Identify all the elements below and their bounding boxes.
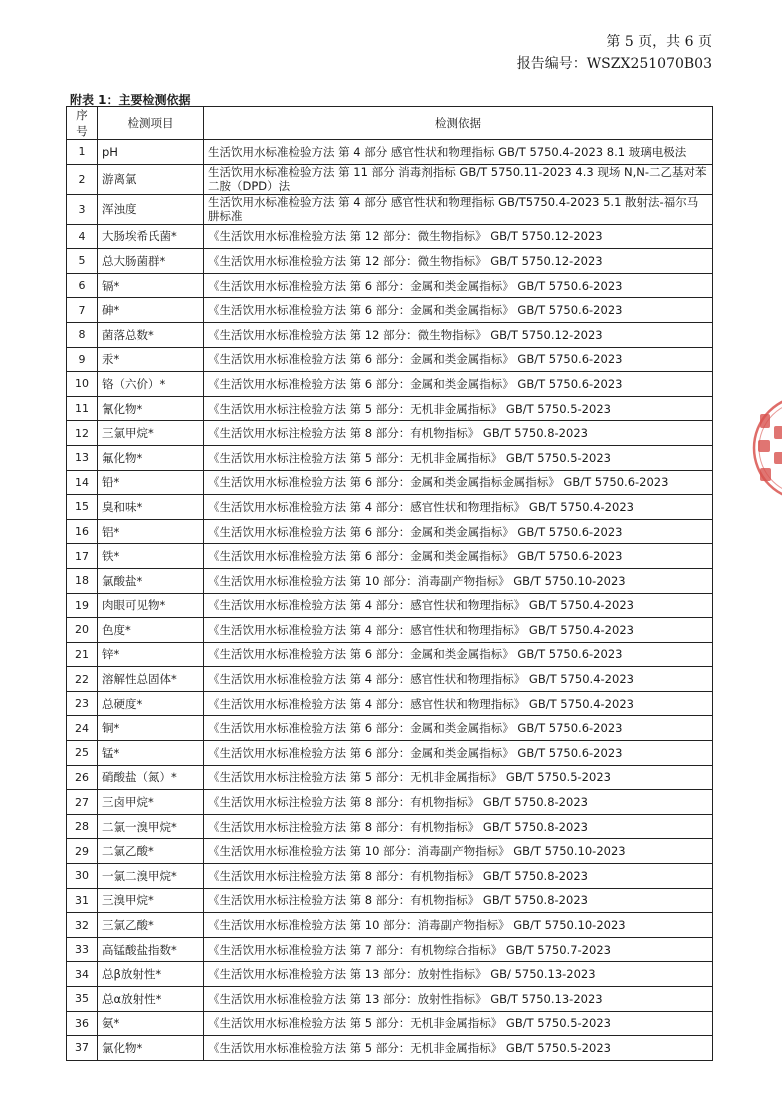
table-row	[67, 864, 713, 889]
table-row	[67, 347, 713, 372]
table-row	[67, 495, 713, 520]
test-basis-cell: 《生活饮用水标准检验方法 第 12 部分：微生物指标》 GB/T 5750.12-2023	[204, 224, 713, 249]
row-number-cell: 35	[67, 987, 98, 1012]
row-number-cell: 12	[67, 421, 98, 446]
table-row	[67, 249, 713, 274]
test-basis-cell: 《生活饮用水标准检验方法 第 7 部分：有机物综合指标》 GB/T 5750.7-2023	[204, 937, 713, 962]
test-basis-cell: 《生活饮用水标注检验方法 第 8 部分：有机物指标》 GB/T 5750.8-2023	[204, 790, 713, 815]
test-basis-cell: 生活饮用水标准检验方法 第 4 部分 感官性状和物理指标 GB/T 5750.4-2023 8.1 玻璃电极法	[204, 140, 713, 165]
table-row	[67, 987, 713, 1012]
test-item-cell: 锰*	[98, 741, 204, 766]
table-row	[67, 372, 713, 397]
table-row	[67, 298, 713, 323]
row-number-cell: 26	[67, 765, 98, 790]
test-basis-cell: 《生活饮用水标准检验方法 第 13 部分：放射性指标》 GB/ 5750.13-2023	[204, 962, 713, 987]
test-item-cell: 铬（六价）*	[98, 372, 204, 397]
test-basis-cell: 《生活饮用水标注检验方法 第 5 部分：无机非金属指标》 GB/T 5750.5-2023	[204, 396, 713, 421]
row-number-cell: 20	[67, 618, 98, 643]
table-row	[67, 1036, 713, 1061]
table-row	[67, 691, 713, 716]
table-row	[67, 1011, 713, 1036]
test-item-cell: 游离氯	[98, 164, 204, 194]
header-item: 检测项目	[98, 107, 204, 140]
test-item-cell: 汞*	[98, 347, 204, 372]
test-item-cell: 二氯乙酸*	[98, 839, 204, 864]
row-number-cell: 7	[67, 298, 98, 323]
table-caption: 附表 1：主要检测依据	[70, 93, 191, 107]
table-row	[67, 642, 713, 667]
test-item-cell: 总大肠菌群*	[98, 249, 204, 274]
test-item-cell: 铁*	[98, 544, 204, 569]
table-row	[67, 421, 713, 446]
row-number-cell: 6	[67, 273, 98, 298]
test-item-cell: 氯化物*	[98, 1036, 204, 1061]
test-basis-cell: 《生活饮用水标准检验方法 第 10 部分：消毒副产物指标》 GB/T 5750.10-2023	[204, 913, 713, 938]
test-item-cell: 三卤甲烷*	[98, 790, 204, 815]
table-row	[67, 790, 713, 815]
test-item-cell: 菌落总数*	[98, 322, 204, 347]
test-item-cell: pH	[98, 140, 204, 165]
test-basis-cell: 《生活饮用水标准检验方法 第 5 部分：无机非金属指标》 GB/T 5750.5-2023	[204, 1011, 713, 1036]
table-row	[67, 888, 713, 913]
row-number-cell: 30	[67, 864, 98, 889]
header-no: 序号	[67, 107, 98, 140]
table-row	[67, 839, 713, 864]
table-row	[67, 667, 713, 692]
test-item-cell: 高锰酸盐指数*	[98, 937, 204, 962]
detection-basis-table	[66, 106, 713, 1061]
test-item-cell: 大肠埃希氏菌*	[98, 224, 204, 249]
test-item-cell: 硝酸盐（氮）*	[98, 765, 204, 790]
row-number-cell: 32	[67, 913, 98, 938]
test-item-cell: 三氯甲烷*	[98, 421, 204, 446]
detection-basis-table-container	[66, 106, 712, 1061]
test-basis-cell: 《生活饮用水标准检验方法 第 6 部分：金属和类金属指标》 GB/T 5750.6-2023	[204, 372, 713, 397]
test-item-cell: 浑浊度	[98, 194, 204, 224]
test-item-cell: 铜*	[98, 716, 204, 741]
row-number-cell: 24	[67, 716, 98, 741]
table-row	[67, 445, 713, 470]
test-item-cell: 锌*	[98, 642, 204, 667]
test-basis-cell: 《生活饮用水标准检验方法 第 6 部分：金属和类金属指标金属指标》 GB/T 5750.6-2023	[204, 470, 713, 495]
table-row	[67, 741, 713, 766]
test-basis-cell: 《生活饮用水标注检验方法 第 8 部分：有机物指标》 GB/T 5750.8-2023	[204, 421, 713, 446]
table-row	[67, 224, 713, 249]
table-row	[67, 716, 713, 741]
row-number-cell: 11	[67, 396, 98, 421]
test-basis-cell: 《生活饮用水标准检验方法 第 12 部分：微生物指标》 GB/T 5750.12-2023	[204, 249, 713, 274]
row-number-cell: 25	[67, 741, 98, 766]
test-basis-cell: 《生活饮用水标准检验方法 第 10 部分：消毒副产物指标》 GB/T 5750.10-2023	[204, 568, 713, 593]
row-number-cell: 14	[67, 470, 98, 495]
row-number-cell: 22	[67, 667, 98, 692]
test-item-cell: 氰化物*	[98, 396, 204, 421]
test-item-cell: 三氯乙酸*	[98, 913, 204, 938]
row-number-cell: 28	[67, 814, 98, 839]
test-item-cell: 铅*	[98, 470, 204, 495]
row-number-cell: 23	[67, 691, 98, 716]
test-basis-cell: 《生活饮用水标注检验方法 第 5 部分：无机非金属指标》 GB/T 5750.5-2023	[204, 765, 713, 790]
test-item-cell: 氟化物*	[98, 445, 204, 470]
page-info: 第 5 页，共 6 页	[606, 34, 712, 50]
table-row	[67, 544, 713, 569]
row-number-cell: 21	[67, 642, 98, 667]
table-row	[67, 765, 713, 790]
test-basis-cell: 《生活饮用水标准检验方法 第 6 部分：金属和类金属指标》 GB/T 5750.6-2023	[204, 716, 713, 741]
test-item-cell: 二氯一溴甲烷*	[98, 814, 204, 839]
table-row	[67, 593, 713, 618]
row-number-cell: 18	[67, 568, 98, 593]
row-number-cell: 8	[67, 322, 98, 347]
test-basis-cell: 《生活饮用水标注检验方法 第 8 部分：有机物指标》 GB/T 5750.8-2023	[204, 888, 713, 913]
test-basis-cell: 《生活饮用水标准检验方法 第 6 部分：金属和类金属指标》 GB/T 5750.6-2023	[204, 273, 713, 298]
table-header-row	[67, 107, 713, 140]
test-basis-cell: 《生活饮用水标注检验方法 第 5 部分：无机非金属指标》 GB/T 5750.5-2023	[204, 445, 713, 470]
row-number-cell: 27	[67, 790, 98, 815]
table-row	[67, 519, 713, 544]
test-item-cell: 氯酸盐*	[98, 568, 204, 593]
test-basis-cell: 《生活饮用水标准检验方法 第 4 部分：感官性状和物理指标》 GB/T 5750.4-2023	[204, 618, 713, 643]
test-basis-cell: 《生活饮用水标准检验方法 第 4 部分：感官性状和物理指标》 GB/T 5750.4-2023	[204, 593, 713, 618]
table-row	[67, 937, 713, 962]
table-row	[67, 470, 713, 495]
row-number-cell: 13	[67, 445, 98, 470]
test-item-cell: 溶解性总固体*	[98, 667, 204, 692]
row-number-cell: 10	[67, 372, 98, 397]
test-basis-cell: 《生活饮用水标准检验方法 第 6 部分：金属和类金属指标》 GB/T 5750.6-2023	[204, 544, 713, 569]
table-row	[67, 164, 713, 194]
test-basis-cell: 《生活饮用水标准检验方法 第 6 部分：金属和类金属指标》 GB/T 5750.6-2023	[204, 642, 713, 667]
table-row	[67, 618, 713, 643]
row-number-cell: 33	[67, 937, 98, 962]
test-item-cell: 总β放射性*	[98, 962, 204, 987]
test-basis-cell: 《生活饮用水标注检验方法 第 8 部分：有机物指标》 GB/T 5750.8-2023	[204, 814, 713, 839]
test-basis-cell: 《生活饮用水标准检验方法 第 4 部分：感官性状和物理指标》 GB/T 5750.4-2023	[204, 495, 713, 520]
table-row	[67, 962, 713, 987]
row-number-cell: 17	[67, 544, 98, 569]
table-row	[67, 140, 713, 165]
test-item-cell: 肉眼可见物*	[98, 593, 204, 618]
table-row	[67, 814, 713, 839]
test-basis-cell: 《生活饮用水标准检验方法 第 6 部分：金属和类金属指标》 GB/T 5750.6-2023	[204, 741, 713, 766]
test-item-cell: 色度*	[98, 618, 204, 643]
table-row	[67, 913, 713, 938]
test-item-cell: 总硬度*	[98, 691, 204, 716]
test-basis-cell: 《生活饮用水标准检验方法 第 4 部分：感官性状和物理指标》 GB/T 5750.4-2023	[204, 691, 713, 716]
table-row	[67, 396, 713, 421]
row-number-cell: 4	[67, 224, 98, 249]
test-item-cell: 镉*	[98, 273, 204, 298]
test-basis-cell: 《生活饮用水标准检验方法 第 12 部分：微生物指标》 GB/T 5750.12-2023	[204, 322, 713, 347]
row-number-cell: 29	[67, 839, 98, 864]
row-number-cell: 34	[67, 962, 98, 987]
test-basis-cell: 生活饮用水标准检验方法 第 4 部分 感官性状和物理指标 GB/T5750.4-2023 5.1 散射法-福尔马肼标准	[204, 194, 713, 224]
table-row	[67, 273, 713, 298]
row-number-cell: 36	[67, 1011, 98, 1036]
test-item-cell: 三溴甲烷*	[98, 888, 204, 913]
row-number-cell: 19	[67, 593, 98, 618]
table-row	[67, 322, 713, 347]
header-basis: 检测依据	[204, 107, 713, 140]
test-basis-cell: 生活饮用水标准检验方法 第 11 部分 消毒剂指标 GB/T 5750.11-2023 4.3 现场 N,N-二乙基对苯二胺（DPD）法	[204, 164, 713, 194]
test-basis-cell: 《生活饮用水标准检验方法 第 6 部分：金属和类金属指标》 GB/T 5750.6-2023	[204, 347, 713, 372]
row-number-cell: 37	[67, 1036, 98, 1061]
test-basis-cell: 《生活饮用水标准检验方法 第 6 部分：金属和类金属指标》 GB/T 5750.6-2023	[204, 298, 713, 323]
row-number-cell: 16	[67, 519, 98, 544]
test-item-cell: 一氯二溴甲烷*	[98, 864, 204, 889]
table-row	[67, 194, 713, 224]
test-item-cell: 砷*	[98, 298, 204, 323]
row-number-cell: 15	[67, 495, 98, 520]
test-basis-cell: 《生活饮用水标注检验方法 第 8 部分：有机物指标》 GB/T 5750.8-2023	[204, 864, 713, 889]
test-basis-cell: 《生活饮用水标准检验方法 第 10 部分：消毒副产物指标》 GB/T 5750.10-2023	[204, 839, 713, 864]
test-basis-cell: 《生活饮用水标准检验方法 第 13 部分：放射性指标》 GB/T 5750.13-2023	[204, 987, 713, 1012]
test-basis-cell: 《生活饮用水标准检验方法 第 6 部分：金属和类金属指标》 GB/T 5750.6-2023	[204, 519, 713, 544]
test-item-cell: 氨*	[98, 1011, 204, 1036]
test-item-cell: 铝*	[98, 519, 204, 544]
test-item-cell: 总α放射性*	[98, 987, 204, 1012]
test-basis-cell: 《生活饮用水标准检验方法 第 4 部分：感官性状和物理指标》 GB/T 5750.4-2023	[204, 667, 713, 692]
row-number-cell: 5	[67, 249, 98, 274]
row-number-cell: 3	[67, 194, 98, 224]
table-row	[67, 568, 713, 593]
table-body	[67, 140, 713, 1061]
test-basis-cell: 《生活饮用水标准检验方法 第 5 部分：无机非金属指标》 GB/T 5750.5-2023	[204, 1036, 713, 1061]
company-seal-partial-icon	[744, 392, 782, 504]
test-item-cell: 臭和味*	[98, 495, 204, 520]
row-number-cell: 2	[67, 164, 98, 194]
report-number: 报告编号：WSZX251070B03	[516, 56, 712, 72]
row-number-cell: 9	[67, 347, 98, 372]
row-number-cell: 1	[67, 140, 98, 165]
row-number-cell: 31	[67, 888, 98, 913]
